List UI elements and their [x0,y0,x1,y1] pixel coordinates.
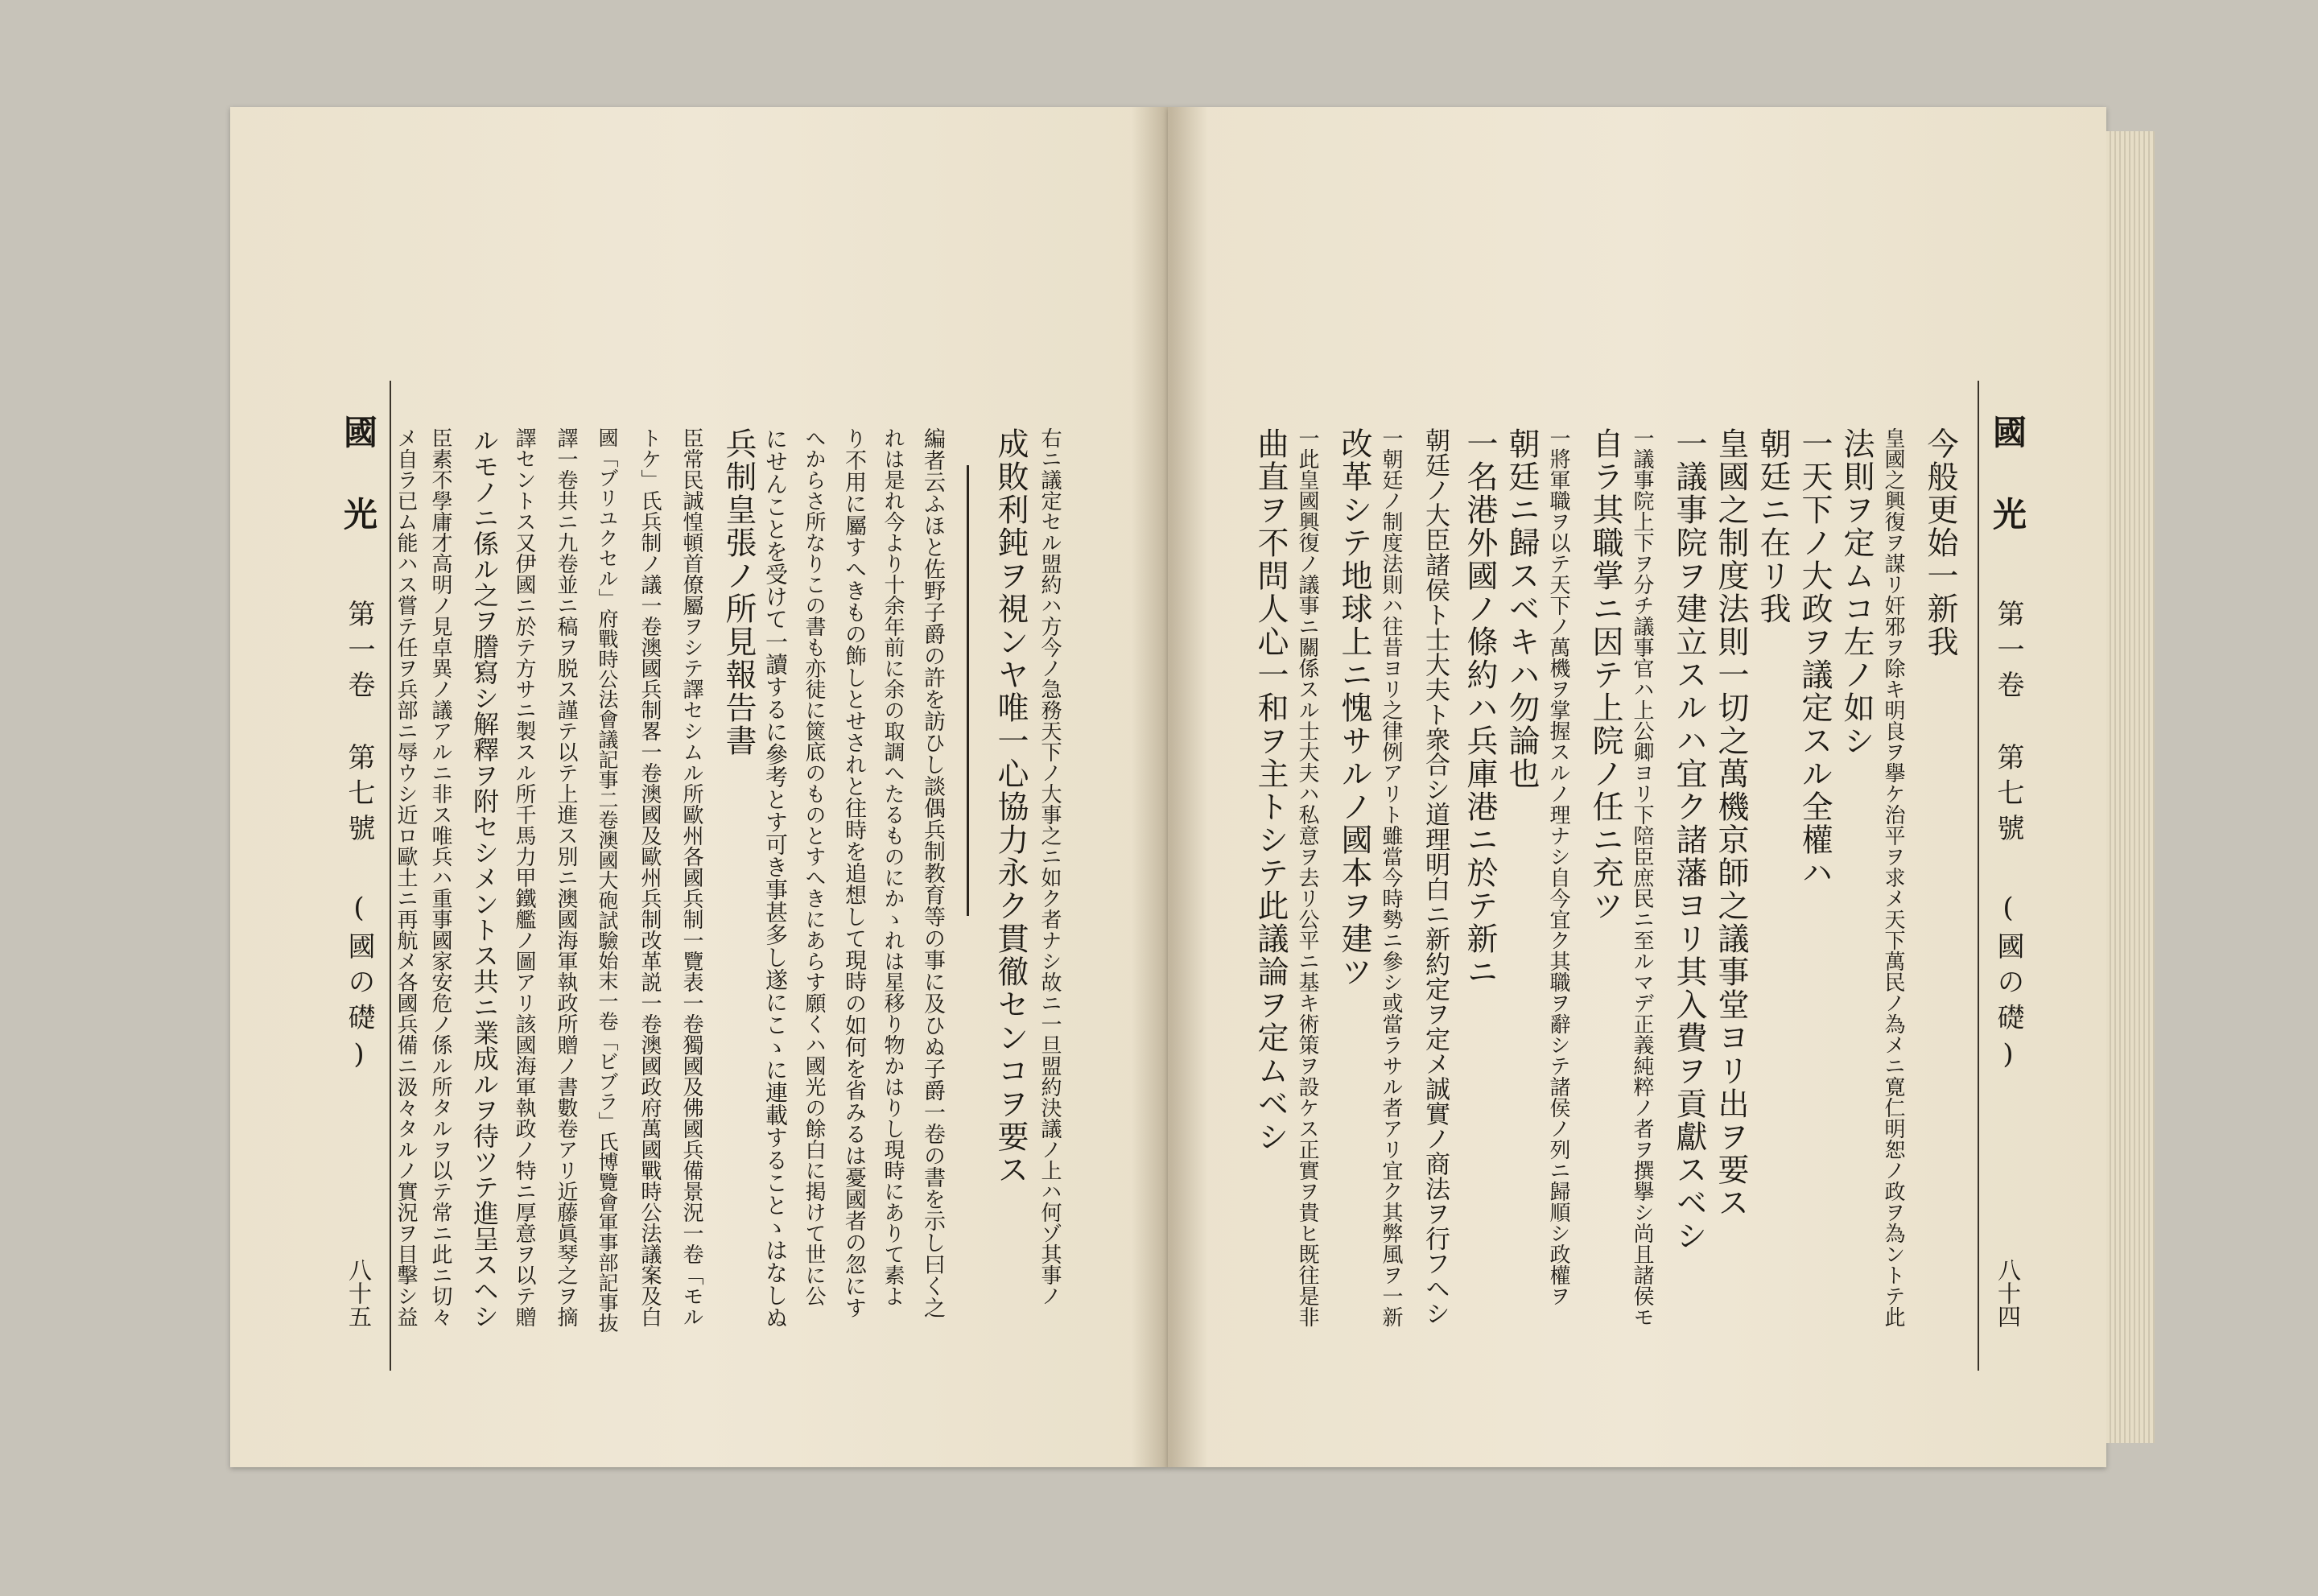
right-text-line: 法則ヲ定ムコ左ノ如シ [1838,427,1875,757]
right-text-line: 改革シテ地球上ニ愧サルノ國本ヲ建ツ [1336,427,1372,988]
section-divider-line [967,465,969,916]
right-text-line: 一名港外國ノ條約ハ兵庫港ニ於テ新ニ [1462,427,1498,988]
page-edges [2106,131,2155,1443]
right-text-line: 一此皇國興復ノ議事ニ關係スル士大夫ハ私意ヲ去リ公平ニ基キ術策ヲ設ケス正實ヲ貴ヒ既往是非 [1295,427,1319,1327]
right-text-line: 今般更始一新我 [1922,427,1958,658]
left-text-line: へからさ所なりこの書も亦徒に篋底のものとすへきにあらす願くハ國光の餘白に掲けて世に公 [802,427,826,1306]
right-text-line: 一天下ノ大政ヲ議定スル全權ハ [1796,427,1833,889]
left-text-line: 臣常民誠惶頓首僚屬ヲシテ譯セシムル所歐州各國兵制一覽表一卷獨國及佛國兵備景況一卷「モル [679,427,703,1327]
book-gutter [1132,107,1208,1467]
right-text-line: 朝廷ニ歸スベキハ勿論也 [1503,427,1540,790]
left-text-line: 兵制皇張ノ所見報告書 [720,427,757,757]
right-text-line: 一議事院上下ヲ分チ議事官ハ上公卿ヨリ下陪臣庶民ニ至ルマデ正義純粹ノ者ヲ撰擧シ尚且諸侯モ [1630,427,1654,1327]
right-header-number: 第七號 [1992,743,2024,849]
left-header-rule [390,381,391,1371]
left-text-line: 成敗利鈍ヲ視ンヤ唯一心協力永ク貫徹センコヲ要ス [992,427,1029,1186]
right-text-line: 皇國之興復ヲ謀リ奸邪ヲ除キ明良ヲ擧ケ治平ヲ求メ天下萬民ノ為メニ寛仁明恕ノ政ヲ為ントテ此 [1881,427,1905,1327]
left-text-line: 譯セントス又伊國ニ於テ方サニ製スル所千馬力甲鐵艦ノ圖アリ該國海軍執政ノ特ニ厚意ヲ以テ贈 [512,427,536,1327]
left-page [230,107,1168,1467]
left-text-line: ルモノニ係ル之ヲ謄寫シ解釋ヲ附セシメントス共ニ業成ルヲ待ツテ進呈スヘシ [469,427,500,1329]
right-header-section: (國の礎) [1992,892,2024,1078]
right-header-title: 國光 [1988,414,2027,579]
right-header-volume: 第一卷 [1992,600,2024,706]
right-page [1168,107,2106,1467]
right-text-line: 一將軍職ヲ以テ天下ノ萬機ヲ掌握スルノ理ナシ自今宜ク其職ヲ辭シテ諸侯ノ列ニ歸順シ政權ヲ [1546,427,1570,1306]
left-text-line: り不用に屬すへきもの飾しとせされと往時を追想して現時の如何を省みるは憂國者の忽にす [841,427,866,1318]
right-text-line: 一議事院ヲ建立スルハ宜ク諸藩ヨリ其入費ヲ貢獻スベシ [1671,427,1707,1252]
left-text-line: メ自ラ已ム能ハス嘗テ任ヲ兵部ニ辱ウシ近ロ歐土ニ再航メ各國兵備ニ汲々タルノ實況ヲ目擊シ益 [394,427,418,1327]
left-text-line: 國「ブリユクセル」府戰時公法會議記事二卷澳國大砲試驗始末一卷「ビブラ」氏博覽會軍事部記事抜 [596,427,619,1333]
right-header-rule [1978,381,1979,1371]
open-book [230,107,2106,1467]
left-text-line: 編者云ふほと佐野子爵の許を訪ひし談偶兵制教育等の事に及ひぬ子爵一卷の書を示し曰く之 [920,427,945,1318]
right-text-line: 朝廷ノ大臣諸侯ト士大夫ト衆合シ道理明白ニ新約定ヲ定メ誠實ノ商法ヲ行フヘシ [1421,427,1450,1326]
left-header-volume: 第一卷 [343,600,375,706]
right-text-line: 曲直ヲ不問人心一和ヲ主トシテ此議論ヲ定ムベシ [1252,427,1289,1153]
right-text-line: 朝廷ニ在リ我 [1755,427,1791,625]
left-header-section: (國の礎) [343,892,375,1078]
left-text-line: トケ」氏兵制ノ議一卷澳國兵制畧一卷澳國及歐州兵制改革説一卷澳國政府萬國戰時公法議案及白 [637,427,662,1327]
right-text-line: 皇國之制度法則一切之萬機京師之議事堂ヨリ出ヲ要ス [1713,427,1749,1219]
left-header-title: 國光 [339,414,378,579]
left-text-line: 右ニ議定セル盟約ハ方今ノ急務天下ノ大事之ニ如ク者ナシ故ニ一旦盟約決議ノ上ハ何ゾ其事ノ [1037,427,1062,1306]
left-text-line: 臣素不學庸才高明ノ見卓異ノ議アルニ非ス唯兵ハ重事國家安危ノ係ル所タルヲ以テ常ニ此ニ切々 [428,427,452,1327]
left-page-number: 八十五 [345,1258,373,1328]
right-text-line: 一朝廷ノ制度法則ハ往昔ヨリ之律例アリト雖當今時勢ニ參シ或當ラサル者アリ宜ク其弊風ヲ一新 [1379,427,1403,1327]
left-text-line: にせんことを受けて一讀するに參考とす可き事甚多し遂にこゝに連載することゝはなしぬ [762,427,789,1329]
left-text-line: れは是れ今より十余年前に余の取調へたるものにかゝれは星移り物かはりし現時にありて素よ [881,427,905,1306]
right-text-line: 自ラ其職掌ニ因テ上院ノ任ニ充ツ [1587,427,1623,922]
right-page-number: 八十四 [1994,1258,2022,1328]
left-text-line: 譯一卷共ニ九卷並ニ稿ヲ脱ス謹テ以テ上進ス別ニ澳國海軍執政所贈ノ書數卷アリ近藤眞琴之ヲ摘 [554,427,578,1327]
left-header-number: 第七號 [343,743,375,849]
